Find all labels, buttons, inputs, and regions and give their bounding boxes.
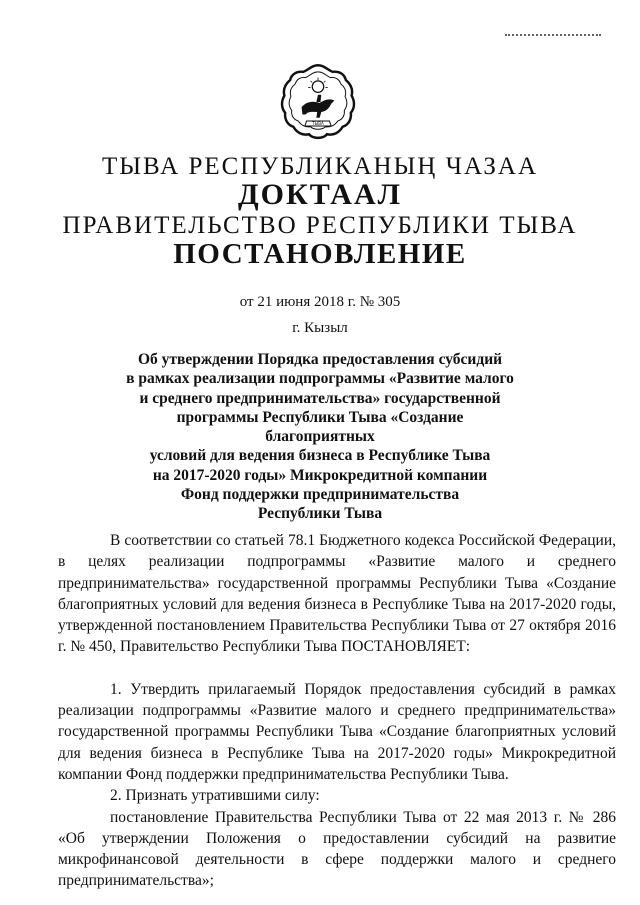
registry-stamp bbox=[505, 22, 601, 36]
clause-2-paragraph: 2. Признать утратившими силу: bbox=[110, 787, 320, 805]
title-line: в рамках реализации подпрограммы «Развитие малого bbox=[126, 370, 514, 388]
resolution-date-number: от 21 июня 2018 г. № 305 bbox=[239, 294, 401, 310]
preamble-paragraph: В соответствии со статьей 78.1 Бюджетного кодекса Российской Федерации, в целях реализации подпрограммы «Развитие малого и среднего предпринимательства» государственной программы Республики Тыва «Создание благоприятных условий для ведения бизнеса в Республике Тыва на 2017-2020 годы, утвержденной постановлением Правительства Республики Тыва от 27 октября 2016 г. № 450, Правительство Республики Тыва ПОСТАНОВЛЯЕТ: bbox=[58, 532, 616, 656]
emblem-ribbon-text: ТЫВА bbox=[312, 121, 324, 127]
header-resolution: ПОСТАНОВЛЕНИЕ bbox=[173, 238, 467, 270]
title-line: и среднего предпринимательства» государственной bbox=[139, 389, 501, 407]
resolution-city: г. Кызыл bbox=[292, 320, 348, 336]
title-line: Республики Тыва bbox=[257, 505, 383, 523]
resolution-title bbox=[120, 350, 520, 524]
header-tuvan-decree: ДОКТААЛ bbox=[238, 178, 402, 211]
resolution-body bbox=[58, 530, 616, 892]
header-tuvan-government: ТЫВА РЕСПУБЛИКАНЫҢ ЧАЗАА bbox=[101, 153, 539, 180]
header-government: ПРАВИТЕЛЬСТВО РЕСПУБЛИКИ ТЫВА bbox=[62, 212, 578, 239]
title-line: Фонд поддержки предпринимательства bbox=[180, 486, 460, 504]
title-line: Об утверждении Порядка предоставления субсидий bbox=[137, 351, 503, 368]
title-line: на 2017-2020 годы» Микрокредитной компании bbox=[152, 466, 488, 484]
clause-2-item-paragraph: постановление Правительства Республики Тыва от 22 мая 2013 г. № 286 «Об утверждении Положения о предоставлении субсидий на развитие микрофинансовой деятельности в сфере поддержки малого и среднего предпринимательства»; bbox=[58, 808, 616, 890]
tuva-coat-of-arms-icon bbox=[277, 62, 359, 144]
title-line: условий для ведения бизнеса в Республике Тыва bbox=[149, 447, 491, 465]
clause-1-paragraph: 1. Утвердить прилагаемый Порядок предоставления субсидий в рамках реализации подпрограммы «Развитие малого и среднего предпринимательства» государственной программы Республики Тыва «Создание благоприятных условий для ведения бизнеса в Республике Тыва на 2017-2020 годы» Микрокредитной компании Фонд поддержки предпринимательства Республики Тыва. bbox=[58, 680, 616, 783]
title-line: программы Республики Тыва «Создание благоприятных bbox=[176, 408, 464, 446]
